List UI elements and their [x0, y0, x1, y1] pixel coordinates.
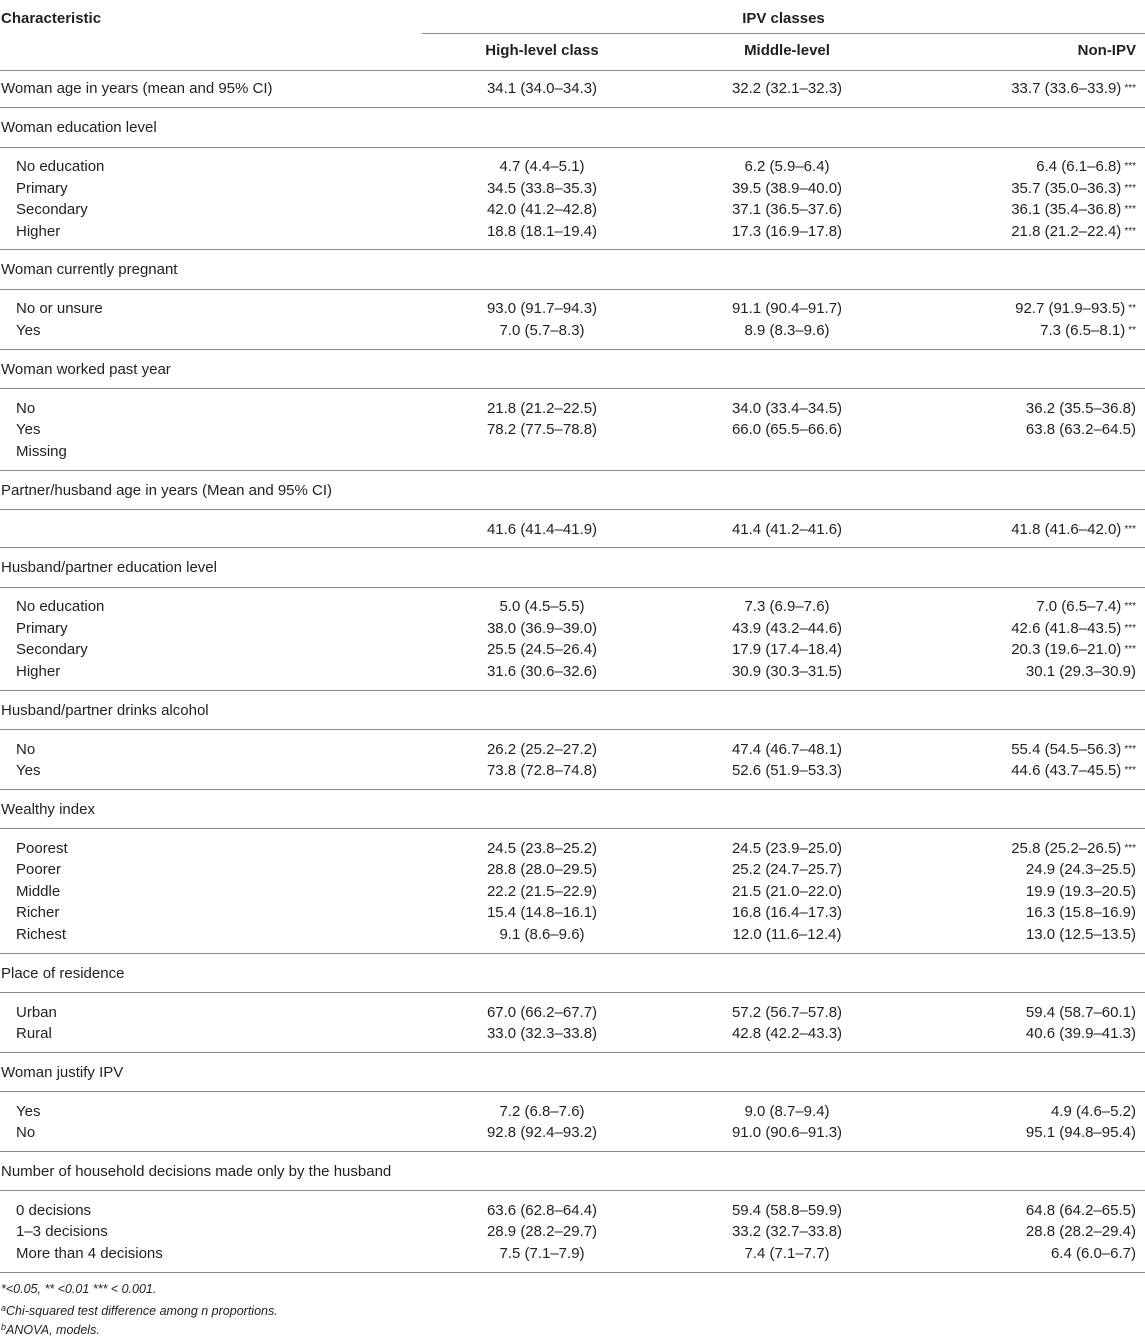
- cell-high-level: 22.2 (21.5–22.9): [486, 882, 598, 900]
- section-title: Woman worked past year: [1, 361, 171, 378]
- section-title: Wealthy index: [1, 801, 95, 818]
- cell-non-ipv: 36.1 (35.4–36.8) ***: [1011, 201, 1136, 218]
- table-header: [0, 0, 1145, 71]
- table-row: [0, 760, 1145, 782]
- cell-non-ipv: 40.6 (39.9–41.3): [1025, 1025, 1136, 1042]
- cell-high-level: 41.6 (41.4–41.9): [486, 520, 598, 538]
- cell-middle-level: 7.4 (7.1–7.7): [744, 1244, 830, 1262]
- cell-high-level: 15.4 (14.8–16.1): [486, 904, 598, 921]
- significance-marker: ***: [1124, 225, 1136, 237]
- row-label: No: [16, 399, 36, 417]
- cell-middle-level: 6.2 (5.9–6.4): [744, 158, 830, 175]
- table-row: [0, 199, 1145, 221]
- footnote-significance: *<0.05, ** <0.01 *** < 0.001.: [1, 1282, 157, 1296]
- cell-non-ipv: 28.8 (28.2–29.4): [1025, 1223, 1136, 1240]
- cell-high-level: 33.0 (32.3–33.8): [486, 1025, 598, 1042]
- column-header-high-level: High-level class: [485, 42, 599, 59]
- cell-non-ipv: 42.6 (41.8–43.5) ***: [1011, 619, 1136, 637]
- row-divider: [0, 587, 1145, 588]
- cell-high-level: 78.2 (77.5–78.8): [486, 421, 598, 438]
- significance-marker: ***: [1124, 765, 1136, 776]
- cell-non-ipv: 41.8 (41.6–42.0) ***: [1011, 520, 1136, 538]
- cell-middle-level: 7.3 (6.9–7.6): [744, 598, 830, 615]
- row-label: No: [16, 740, 36, 758]
- cell-non-ipv: 19.9 (19.3–20.5): [1025, 882, 1136, 900]
- section-title: Place of residence: [1, 964, 125, 982]
- section-title: Partner/husband age in years (Mean and 95% CI): [1, 482, 333, 499]
- table-row: [0, 618, 1145, 640]
- significance-marker: ***: [1124, 83, 1136, 94]
- row-label: Woman age in years (mean and 95% CI): [1, 80, 273, 97]
- table-row: [0, 1221, 1145, 1243]
- cell-high-level: 18.8 (18.1–19.4): [486, 222, 598, 240]
- cell-middle-level: 8.9 (8.3–9.6): [744, 321, 830, 339]
- cell-middle-level: 37.1 (36.5–37.6): [731, 201, 843, 218]
- table-row: [0, 596, 1145, 618]
- column-header-non-ipv: Non-IPV: [1077, 42, 1136, 59]
- table-row-woman-age: [0, 78, 1145, 100]
- cell-high-level: 4.7 (4.4–5.1): [499, 158, 585, 175]
- cell-high-level: 67.0 (66.2–67.7): [486, 1003, 598, 1021]
- significance-marker: ***: [1124, 601, 1136, 612]
- row-divider: [0, 1052, 1145, 1053]
- cell-non-ipv: 30.1 (29.3–30.9): [1025, 662, 1136, 680]
- row-label: Urban: [16, 1003, 57, 1021]
- cell-middle-level: 59.4 (58.8–59.9): [731, 1201, 843, 1219]
- cell-middle-level: 30.9 (30.3–31.5): [731, 662, 843, 680]
- cell-middle-level: 47.4 (46.7–48.1): [731, 740, 843, 758]
- cell-middle-level: 41.4 (41.2–41.6): [731, 520, 843, 538]
- table-row: [0, 178, 1145, 200]
- row-divider: [0, 1091, 1145, 1092]
- cell-non-ipv: 16.3 (15.8–16.9): [1025, 904, 1136, 921]
- row-divider: [0, 690, 1145, 691]
- row-divider: [0, 249, 1145, 250]
- table-row: [0, 298, 1145, 320]
- cell-middle-level: 52.6 (51.9–53.3): [731, 762, 843, 779]
- cell-high-level: 31.6 (30.6–32.6): [486, 662, 598, 680]
- row-label: Richer: [16, 904, 60, 921]
- header-rule: [422, 33, 1145, 34]
- row-divider: [0, 953, 1145, 954]
- cell-non-ipv: 92.7 (91.9–93.5) **: [1015, 300, 1136, 317]
- cell-middle-level: 91.0 (90.6–91.3): [731, 1124, 843, 1141]
- section-title: Husband/partner education level: [1, 559, 217, 576]
- section-title: Woman education level: [1, 119, 157, 136]
- row-label: 0 decisions: [16, 1201, 92, 1219]
- cell-high-level: 42.0 (41.2–42.8): [486, 201, 598, 218]
- section-header-wealth: [0, 799, 1145, 821]
- cell-middle-level: 91.1 (90.4–91.7): [731, 300, 843, 317]
- table-row: [0, 1243, 1145, 1265]
- cell-middle-level: 24.5 (23.9–25.0): [731, 839, 843, 857]
- significance-marker: ***: [1124, 644, 1136, 655]
- significance-marker: ***: [1124, 161, 1136, 172]
- cell-middle-level: 34.0 (33.4–34.5): [731, 399, 843, 417]
- row-label: 1–3 decisions: [16, 1223, 108, 1240]
- cell-high-level: 73.8 (72.8–74.8): [486, 762, 598, 779]
- section-header-woman-education: [0, 117, 1145, 139]
- row-label: Yes: [16, 321, 41, 339]
- cell-high-level: 7.2 (6.8–7.6): [499, 1102, 585, 1120]
- cell-non-ipv: 64.8 (64.2–65.5): [1025, 1201, 1136, 1219]
- table-row: [0, 221, 1145, 243]
- cell-non-ipv: 21.8 (21.2–22.4) ***: [1011, 222, 1136, 240]
- section-header-worked: [0, 359, 1145, 381]
- section-header-alcohol: [0, 700, 1145, 722]
- row-label: No education: [16, 158, 105, 175]
- cell-non-ipv: 33.7 (33.6–33.9) ***: [1011, 80, 1136, 97]
- cell-non-ipv: 25.8 (25.2–26.5) ***: [1011, 839, 1136, 857]
- table-row: [0, 639, 1145, 661]
- cell-middle-level: 39.5 (38.9–40.0): [731, 179, 843, 197]
- cell-non-ipv: 20.3 (19.6–21.0) ***: [1011, 641, 1136, 658]
- column-header-middle-level: Middle-level: [744, 42, 830, 59]
- section-title: Husband/partner drinks alcohol: [1, 701, 209, 719]
- row-label: Middle: [16, 882, 61, 900]
- table-row: [0, 398, 1145, 420]
- section-header-justify-ipv: [0, 1062, 1145, 1084]
- table-bottom-rule: [0, 1272, 1145, 1273]
- table-row: [0, 924, 1145, 946]
- cell-high-level: 34.5 (33.8–35.3): [486, 179, 598, 197]
- table-row: [0, 902, 1145, 924]
- cell-high-level: 63.6 (62.8–64.4): [486, 1201, 598, 1219]
- section-header-partner-age: [0, 480, 1145, 502]
- row-label: Higher: [16, 662, 61, 680]
- table-row: [0, 156, 1145, 178]
- cell-middle-level: 25.2 (24.7–25.7): [731, 861, 843, 878]
- row-label: Poorer: [16, 861, 62, 878]
- cell-high-level: 28.9 (28.2–29.7): [486, 1223, 598, 1240]
- cell-middle-level: 21.5 (21.0–22.0): [731, 882, 843, 900]
- significance-marker: ***: [1124, 842, 1136, 854]
- cell-non-ipv: 13.0 (12.5–13.5): [1025, 925, 1136, 943]
- significance-marker: ***: [1124, 743, 1136, 755]
- row-label: No education: [16, 598, 105, 615]
- row-divider: [0, 789, 1145, 790]
- significance-marker: **: [1128, 324, 1136, 336]
- cell-middle-level: 32.2 (32.1–32.3): [731, 80, 843, 97]
- cell-high-level: 26.2 (25.2–27.2): [486, 740, 598, 758]
- row-divider: [0, 828, 1145, 829]
- row-label: No: [16, 1124, 36, 1141]
- cell-middle-level: 42.8 (42.2–43.3): [731, 1025, 843, 1042]
- table-row: [0, 881, 1145, 903]
- table-row: [0, 838, 1145, 860]
- section-header-partner-education: [0, 557, 1145, 579]
- table-row: [0, 441, 1145, 463]
- cell-high-level: 93.0 (91.7–94.3): [486, 300, 598, 317]
- table-row: [0, 1122, 1145, 1144]
- cell-non-ipv: 4.9 (4.6–5.2): [1050, 1102, 1136, 1120]
- cell-high-level: 7.0 (5.7–8.3): [499, 321, 585, 339]
- row-label: Secondary: [16, 641, 88, 658]
- significance-marker: **: [1128, 303, 1136, 314]
- cell-non-ipv: 7.0 (6.5–7.4) ***: [1036, 598, 1136, 615]
- cell-high-level: 25.5 (24.5–26.4): [486, 641, 598, 658]
- footnote-b: $^b$ANOVA, models.: [1, 1322, 100, 1337]
- cell-high-level: 38.0 (36.9–39.0): [486, 619, 598, 637]
- cell-middle-level: 12.0 (11.6–12.4): [732, 925, 842, 943]
- row-label: Primary: [16, 179, 68, 197]
- section-header-residence: [0, 963, 1145, 985]
- row-label: Yes: [16, 1102, 41, 1120]
- row-divider: [0, 1151, 1145, 1152]
- cell-high-level: 92.8 (92.4–93.2): [486, 1124, 598, 1141]
- row-label: More than 4 decisions: [16, 1244, 163, 1262]
- significance-marker: ***: [1124, 204, 1136, 215]
- section-title: Woman currently pregnant: [1, 261, 178, 278]
- row-label: Higher: [16, 222, 61, 240]
- cell-high-level: 9.1 (8.6–9.6): [499, 925, 585, 943]
- significance-marker: ***: [1124, 523, 1136, 535]
- significance-marker: ***: [1124, 182, 1136, 194]
- cell-middle-level: 66.0 (65.5–66.6): [731, 421, 843, 438]
- cell-high-level: 5.0 (4.5–5.5): [499, 598, 585, 615]
- cell-high-level: 24.5 (23.8–25.2): [486, 839, 598, 857]
- row-divider: [0, 388, 1145, 389]
- table-row: [0, 661, 1145, 683]
- section-header-decisions: [0, 1161, 1145, 1183]
- row-label: Primary: [16, 619, 68, 637]
- row-divider: [0, 1190, 1145, 1191]
- row-divider: [0, 147, 1145, 148]
- cell-high-level: 7.5 (7.1–7.9): [499, 1244, 585, 1262]
- row-divider: [0, 992, 1145, 993]
- table-row: [0, 739, 1145, 761]
- row-label: No or unsure: [16, 300, 103, 317]
- cell-non-ipv: 44.6 (43.7–45.5) ***: [1011, 762, 1136, 779]
- row-label: Richest: [16, 925, 67, 943]
- section-header-pregnant: [0, 259, 1145, 281]
- significance-marker: ***: [1124, 622, 1136, 634]
- section-title: Number of household decisions made only by the husband: [1, 1163, 392, 1180]
- cell-non-ipv: 55.4 (54.5–56.3) ***: [1011, 740, 1136, 758]
- table-row: [0, 419, 1145, 441]
- row-label: Missing: [16, 442, 67, 460]
- table-row: [0, 1200, 1145, 1222]
- characteristic-header: Characteristic: [1, 10, 102, 27]
- cell-middle-level: 57.2 (56.7–57.8): [731, 1003, 843, 1021]
- cell-non-ipv: 36.2 (35.5–36.8): [1025, 399, 1136, 417]
- table-row: [0, 1101, 1145, 1123]
- cell-middle-level: 9.0 (8.7–9.4): [744, 1102, 830, 1120]
- table-row: [0, 519, 1145, 541]
- section-title: Woman justify IPV: [1, 1064, 124, 1081]
- cell-non-ipv: 63.8 (63.2–64.5): [1025, 421, 1136, 438]
- cell-high-level: 34.1 (34.0–34.3): [486, 80, 598, 97]
- row-label: Secondary: [16, 201, 88, 218]
- row-label: Poorest: [16, 839, 68, 857]
- cell-middle-level: 16.8 (16.4–17.3): [731, 904, 843, 921]
- cell-middle-level: 43.9 (43.2–44.6): [731, 619, 843, 637]
- cell-middle-level: 17.9 (17.4–18.4): [731, 641, 843, 658]
- row-label: Yes: [16, 762, 41, 779]
- row-divider: [0, 729, 1145, 730]
- row-divider: [0, 349, 1145, 350]
- cell-high-level: 28.8 (28.0–29.5): [486, 861, 598, 878]
- cell-high-level: 21.8 (21.2–22.5): [486, 399, 598, 417]
- table-row: [0, 320, 1145, 342]
- row-divider: [0, 547, 1145, 548]
- row-divider: [0, 509, 1145, 510]
- cell-non-ipv: 95.1 (94.8–95.4): [1025, 1124, 1136, 1141]
- cell-non-ipv: 6.4 (6.1–6.8) ***: [1036, 158, 1136, 175]
- cell-non-ipv: 24.9 (24.3–25.5): [1025, 861, 1136, 878]
- row-label: Yes: [16, 421, 41, 438]
- row-label: Rural: [16, 1025, 52, 1042]
- row-divider: [0, 289, 1145, 290]
- cell-middle-level: 17.3 (16.9–17.8): [731, 222, 843, 240]
- ipv-classes-header: IPV classes: [742, 10, 825, 27]
- row-divider: [0, 107, 1145, 108]
- cell-non-ipv: 35.7 (35.0–36.3) ***: [1011, 179, 1136, 197]
- cell-non-ipv: 59.4 (58.7–60.1): [1025, 1003, 1136, 1021]
- table-row: [0, 859, 1145, 881]
- footnote-a: $^a$Chi-squared test difference among n proportions.: [1, 1303, 278, 1318]
- cell-non-ipv: 7.3 (6.5–8.1) **: [1040, 321, 1136, 339]
- table-row: [0, 1002, 1145, 1024]
- cell-middle-level: 33.2 (32.7–33.8): [731, 1223, 843, 1240]
- cell-non-ipv: 6.4 (6.0–6.7): [1050, 1244, 1136, 1262]
- table-row: [0, 1023, 1145, 1045]
- row-divider: [0, 470, 1145, 471]
